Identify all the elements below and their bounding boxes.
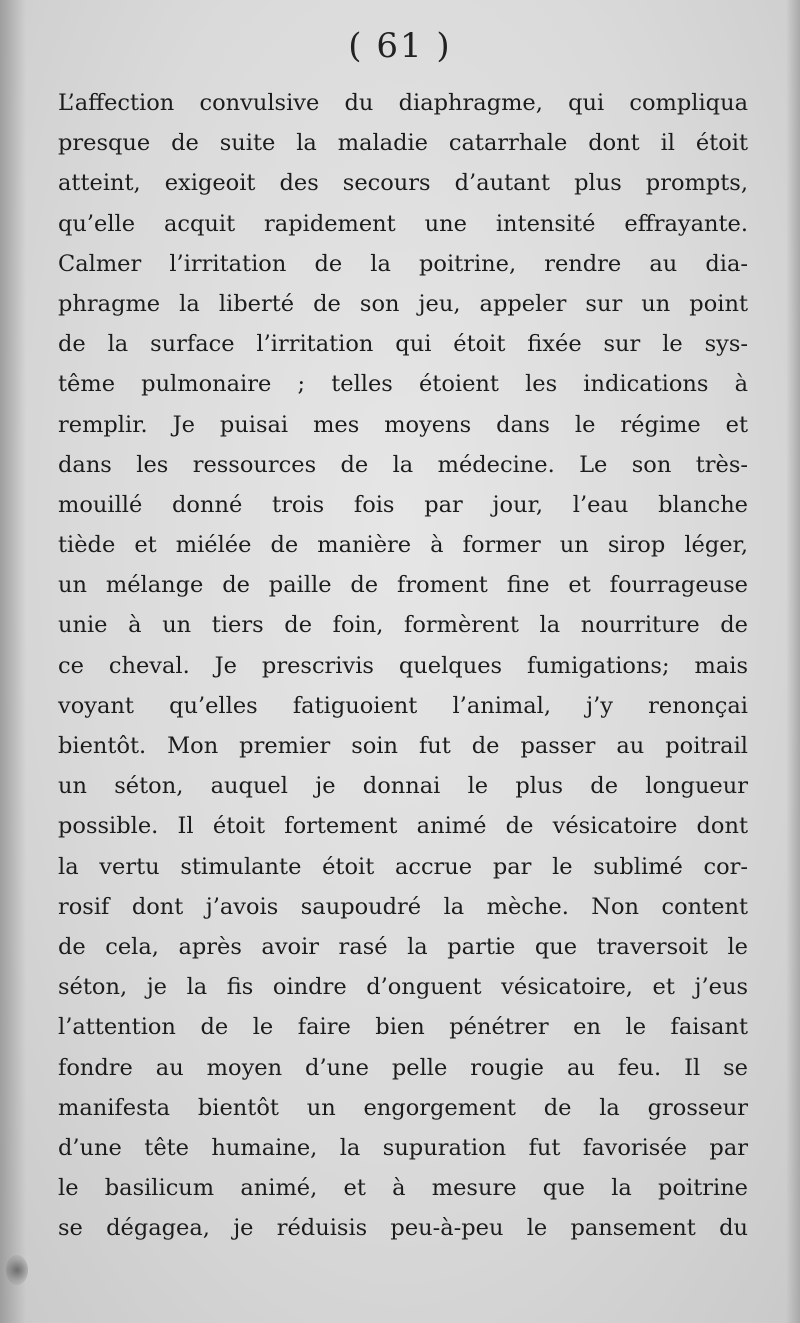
text-line: tême pulmonaire ; telles étoient les indications à (58, 371, 748, 398)
text-line: qu’elle acquit rapidement une intensité effrayante. (58, 210, 748, 237)
text-line: possible. Il étoit fortement animé de vésicatoire dont (58, 813, 748, 840)
text-line: un séton, auquel je donnai le plus de longueur (58, 773, 748, 800)
page-number: ( 61 ) (348, 26, 452, 66)
text-line: de la surface l’irritation qui étoit fixée sur le sys- (58, 331, 748, 358)
text-line: dans les ressources de la médecine. Le son très- (58, 451, 748, 478)
text-line: la vertu stimulante étoit accrue par le sublimé cor- (58, 853, 748, 880)
text-line: l’attention de le faire bien pénétrer en le faisant (58, 1014, 748, 1041)
text-line: remplir. Je puisai mes moyens dans le régime et (58, 411, 748, 438)
body-text (58, 83, 748, 1248)
text-line: d’une tête humaine, la supuration fut favorisée par (58, 1134, 748, 1161)
text-line: bientôt. Mon premier soin fut de passer au poitrail (58, 733, 748, 759)
text-line: ce cheval. Je prescrivis quelques fumigations; mais (58, 652, 748, 679)
text-line: rosif dont j’avois saupoudré la mèche. Non content (58, 893, 748, 920)
text-line: le basilicum animé, et à mesure que la poitrine (58, 1175, 748, 1202)
text-line: Calmer l’irritation de la poitrine, rendre au dia- (58, 250, 748, 277)
text-line: se dégagea, je réduisis peu-à-peu le pansement du (58, 1215, 748, 1242)
text-line: séton, je la fis oindre d’onguent vésicatoire, et j’eus (58, 974, 748, 1001)
text-line: unie à un tiers de foin, formèrent la nourriture de (58, 612, 748, 639)
text-line: atteint, exigeoit des secours d’autant plus prompts, (58, 170, 748, 197)
text-line: tiède et miélée de manière à former un sirop léger, (58, 532, 748, 559)
text-line: phragme la liberté de son jeu, appeler sur un point (58, 290, 748, 317)
text-line: L’affection convulsive du diaphragme, qui compliqua (58, 90, 748, 116)
text-line: un mélange de paille de froment fine et fourrageuse (58, 572, 748, 599)
text-line: manifesta bientôt un engorgement de la grosseur (58, 1094, 748, 1121)
ink-smudge (6, 1255, 28, 1285)
text-line: mouillé donné trois fois par jour, l’eau blanche (58, 491, 748, 518)
text-line: fondre au moyen d’une pelle rougie au feu. Il se (58, 1054, 748, 1081)
text-line: presque de suite la maladie catarrhale dont il étoit (58, 130, 748, 157)
text-line: de cela, après avoir rasé la partie que traversoit le (58, 933, 748, 960)
text-line: voyant qu’elles fatiguoient l’animal, j’y renonçai (58, 692, 748, 719)
